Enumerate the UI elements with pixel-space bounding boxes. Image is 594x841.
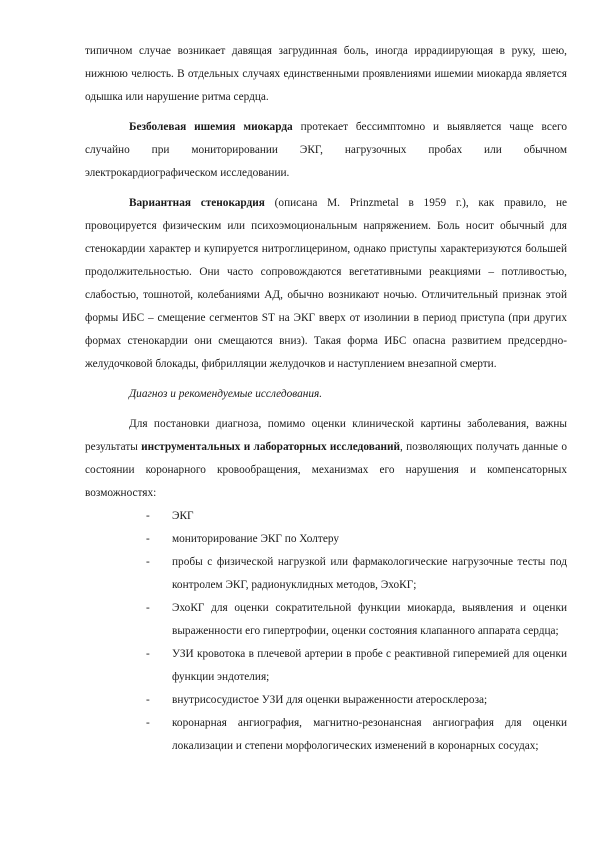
list-item: - пробы с физической нагрузкой или фармакологические нагрузочные тесты под контролем ЭКГ, радионуклидных методов, ЭхоКГ; bbox=[85, 551, 567, 597]
intro-paragraph bbox=[85, 40, 567, 109]
diagnosis-text-before: Для постановки диагноза, помимо оценки клинической картины заболевания, важны результаты bbox=[85, 418, 567, 453]
list-item: - УЗИ кровотока в плечевой артерии в пробе с реактивной гиперемией для оценки функции эндотелия; bbox=[85, 643, 567, 689]
document-page bbox=[85, 40, 567, 758]
painless-ischemia-paragraph bbox=[85, 116, 567, 185]
list-dash: - bbox=[146, 717, 150, 729]
list-dash: - bbox=[146, 602, 150, 614]
diagnosis-paragraph bbox=[85, 413, 567, 505]
list-dash: - bbox=[146, 648, 150, 660]
list-item: - мониторирование ЭКГ по Холтеру bbox=[85, 528, 567, 551]
list-item: - коронарная ангиография, магнитно-резонансная ангиография для оценки локализации и степени морфологических изменений в коронарных сосудах; bbox=[85, 712, 567, 758]
variant-angina-text: (описана M. Prinzmetal в 1959 г.), как правило, не провоцируется физическим или психоэмоциональным напряжением. Боль носит обычный для стенокардии характер и купируется нитроглицерином, однако приступы характеризуются большей продолжительностью. Они часто сопровождаются вегетативными реакциями – потливостью, слабостью, тошнотой, колебаниями АД, обычно возникают ночью. Отличительный признак этой формы ИБС – смещение сегментов ST на ЭКГ вверх от изолинии в период приступа (при других формах стенокардии они смещаются вниз). Такая форма ИБС опасна развитием предсердно-желудочковой блокады, фибрилляции желудочков и наступлением внезапной смерти. bbox=[85, 197, 568, 370]
diagnosis-bold-text: инструментальных и лабораторных исследований bbox=[141, 441, 401, 453]
list-dash: - bbox=[146, 510, 150, 522]
list-dash: - bbox=[146, 556, 150, 568]
list-item: - внутрисосудистое УЗИ для оценки выраженности атеросклероза; bbox=[85, 689, 567, 712]
intro-text: типичном случае возникает давящая загрудинная боль, иногда иррадиирующая в руку, шею, нижнюю челюсть. В отдельных случаях единственными проявлениями ишемии миокарда является одышка или нарушение ритма сердца. bbox=[85, 45, 567, 103]
variant-angina-paragraph bbox=[85, 192, 567, 376]
diagnosis-heading: Диагноз и рекомендуемые исследования. bbox=[129, 388, 323, 400]
diagnosis-text-after: , позволяющих получать данные о состоянии коронарного кровообращения, механизмах его нарушения и компенсаторных возможностях: bbox=[85, 441, 567, 499]
painless-ischemia-text: протекает бессимптомно и выявляется чаще всего случайно при мониторировании ЭКГ, нагрузочных пробах или обычном электрокардиографическом исследовании. bbox=[85, 121, 567, 179]
painless-ischemia-term: Безболевая ишемия миокарда bbox=[129, 121, 293, 133]
list-item: - ЭхоКГ для оценки сократительной функции миокарда, выявления и оценки выраженности его гипертрофии, оценки состояния клапанного аппарата сердца; bbox=[85, 597, 567, 643]
list-dash: - bbox=[146, 533, 150, 545]
variant-angina-term: Вариантная стенокардия bbox=[129, 197, 265, 209]
list-dash: - bbox=[146, 694, 150, 706]
list-item: - ЭКГ bbox=[85, 505, 567, 528]
investigations-list bbox=[85, 505, 567, 758]
